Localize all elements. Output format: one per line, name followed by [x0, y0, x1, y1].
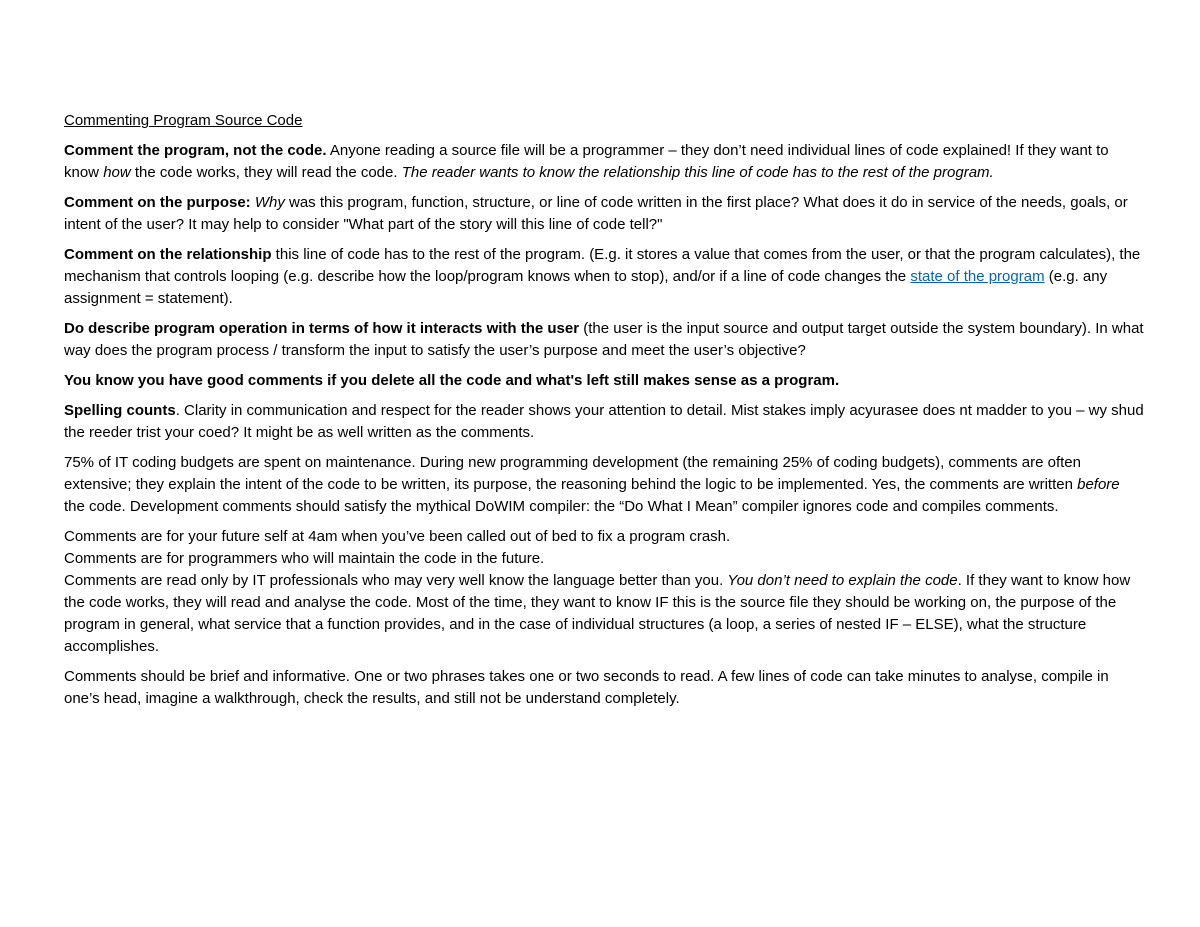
body-text: the code. Development comments should satisfy the mythical DoWIM compiler: the “Do What I Mean” compiler ignores code and compiles comments. [64, 498, 1059, 515]
body-text: Anyone reading a source file will be a programmer – they don’t need individual lines of code explained! If they want to know [64, 142, 1109, 181]
paragraph-relationship [64, 244, 1144, 310]
paragraph-spelling [64, 400, 1144, 444]
body-text: . If they want to know how the code works, they will read and analyse the code. Most of the time, they want to know IF this is the source file they should be working on, the purpose of the program in general, what service that a function provides, and in the case of individual structures (a loop, a series of nested IF – ELSE), what the structure accomplishes. [64, 572, 1131, 655]
paragraph-maintenance [64, 452, 1144, 518]
italic-word: how [103, 164, 131, 181]
body-text: this line of code has to the rest of the program. (E.g. it stores a value that comes from the user, or that the program calculates), the mechanism that controls looping (e.g. describe how the loop/program knows when to stop), and/or if a line of code changes the [64, 246, 1141, 285]
paragraph-purpose [64, 192, 1144, 236]
bold-lead: Spelling counts [64, 402, 176, 419]
document-title: Commenting Program Source Code [64, 112, 303, 129]
paragraph-comment-program [64, 140, 1144, 184]
body-text: the code works, they will read the code. [130, 164, 402, 181]
bold-lead: Do describe program operation in terms of how it interacts with the user [64, 320, 580, 337]
body-text: (e.g. any assignment = statement). [64, 268, 1108, 307]
bold-lead: Comment on the purpose: [64, 194, 251, 211]
italic-sentence: You don’t need to explain the code [727, 572, 958, 589]
body-text: was this program, function, structure, or line of code written in the first place? What does it do in service of the needs, goals, or intent of the user? It may help to consider "What part of the story will this line of code tell?" [64, 194, 1128, 233]
bold-lead: Comment the program, not the code. [64, 142, 327, 159]
body-text: . Clarity in communication and respect for the reader shows your attention to detail. Mist stakes imply acyurasee does nt madder to you – wy shud the reeder trist your coed? It might be as well written as the comments. [64, 402, 1144, 441]
body-text: (the user is the input source and output target outside the system boundary). In what way does the program process / transform the input to satisfy the user’s purpose and meet the user’s objective? [64, 320, 1144, 359]
document-page [64, 110, 1144, 718]
body-text: Comments are read only by IT professionals who may very well know the language better than you. [64, 572, 728, 589]
italic-word: Why [254, 194, 285, 211]
paragraph-it-professionals [64, 570, 1144, 658]
bold-lead: Comment on the relationship [64, 246, 272, 263]
paragraph-user-interaction [64, 318, 1144, 362]
paragraph-future-self: Comments are for your future self at 4am when you’ve been called out of bed to fix a program crash. [64, 528, 731, 545]
bold-sentence: You know you have good comments if you delete all the code and what's left still makes sense as a program. [64, 372, 840, 389]
paragraph-programmers: Comments are for programmers who will maintain the code in the future. [64, 550, 545, 567]
state-of-program-link[interactable]: state of the program [910, 268, 1045, 285]
paragraph-brief: Comments should be brief and informative. One or two phrases takes one or two seconds to read. A few lines of code can take minutes to analyse, compile in one’s head, imagine a walkthrough, check the results, and still not be understand completely. [64, 668, 1109, 707]
paragraph-good-comments [64, 370, 1144, 392]
italic-sentence: The reader wants to know the relationship this line of code has to the rest of the program. [401, 164, 994, 181]
italic-word: before [1077, 476, 1120, 493]
body-text: 75% of IT coding budgets are spent on maintenance. During new programming development (the remaining 25% of coding budgets), comments are often extensive; they explain the intent of the code to be written, its purpose, the reasoning behind the logic to be implemented. Yes, the comments are written [64, 454, 1081, 493]
